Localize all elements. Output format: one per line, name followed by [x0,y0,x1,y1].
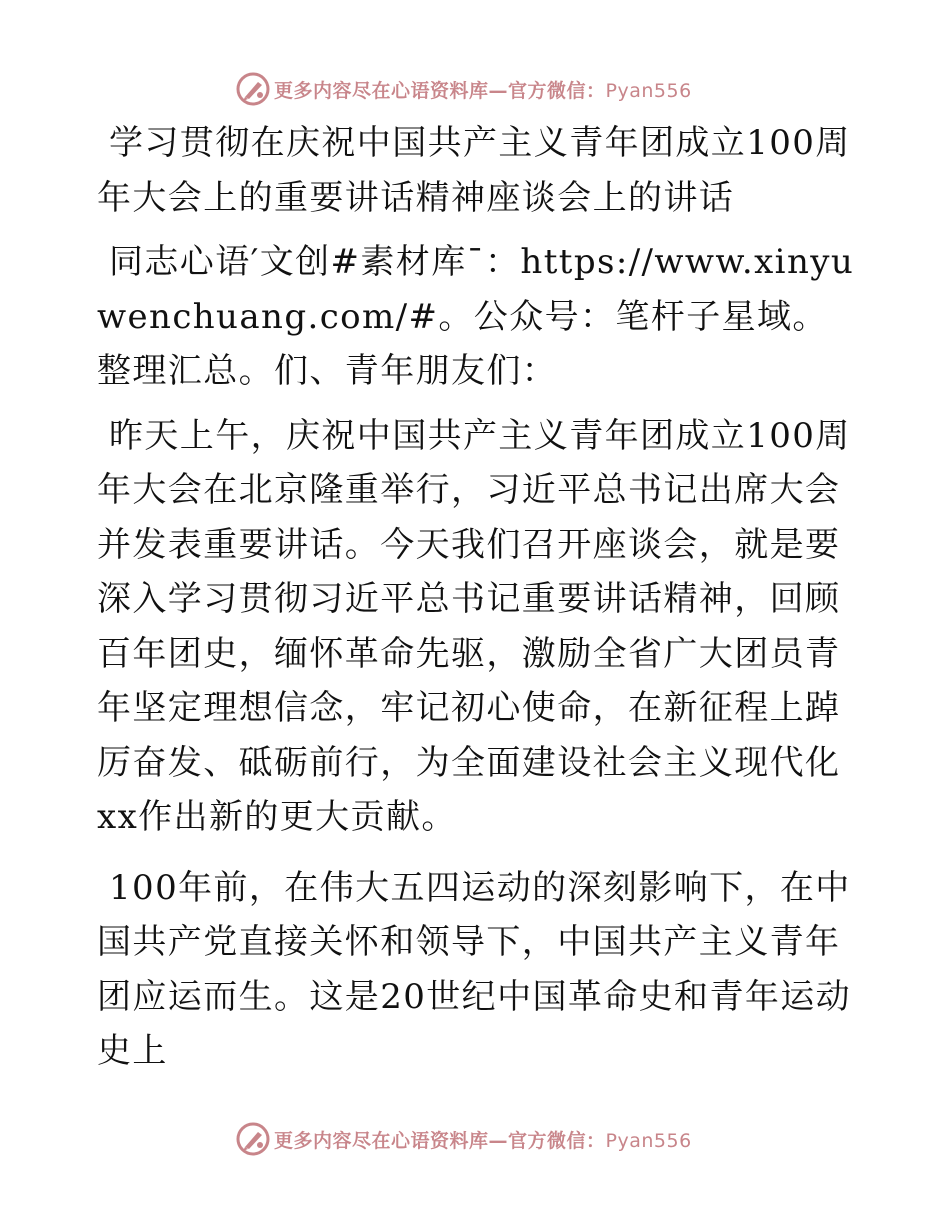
watermark-text: 更多内容尽在心语资料库—官方微信： [274,1129,606,1152]
paragraph-2: 100年前，在伟大五四运动的深刻影响下，在中国共产党直接关怀和领导下，中国共产主义青年团应运而生。这是20世纪中国革命史和青年运动史上 [97,867,852,1071]
pen-seal-logo-icon [236,72,270,106]
header-watermark [0,70,950,110]
paragraph-1: 昨天上午，庆祝中国共产主义青年团成立100周年大会在北京隆重举行，习近平总书记出席大会并发表重要讲话。今天我们召开座谈会，就是要深入学习贯彻习近平总书记重要讲话精神，回顾百年团史，缅怀革命先驱，激励全省广大团员青年坚定理想信念，牢记初心使命，在新征程上踔厉奋发、砥砺前行，为全面建设社会主义现代化xx作出新的更大贡献。 [97,415,851,837]
document-body [97,116,857,1079]
watermark-wechat-id: Pyan556 [605,79,692,102]
source-line: 同志心语′文创#素材库¯：https://www.xinyuwenchuang.com/#。公众号：笔杆子星域。整理汇总。们、青年朋友们： [97,242,855,391]
watermark-wechat-id: Pyan556 [605,1129,692,1152]
footer-watermark [0,1120,950,1160]
document-title: 学习贯彻在庆祝中国共产主义青年团成立100周年大会上的重要讲话精神座谈会上的讲话 [97,123,851,218]
pen-seal-logo-icon [236,1122,270,1156]
watermark-text: 更多内容尽在心语资料库—官方微信： [274,79,606,102]
